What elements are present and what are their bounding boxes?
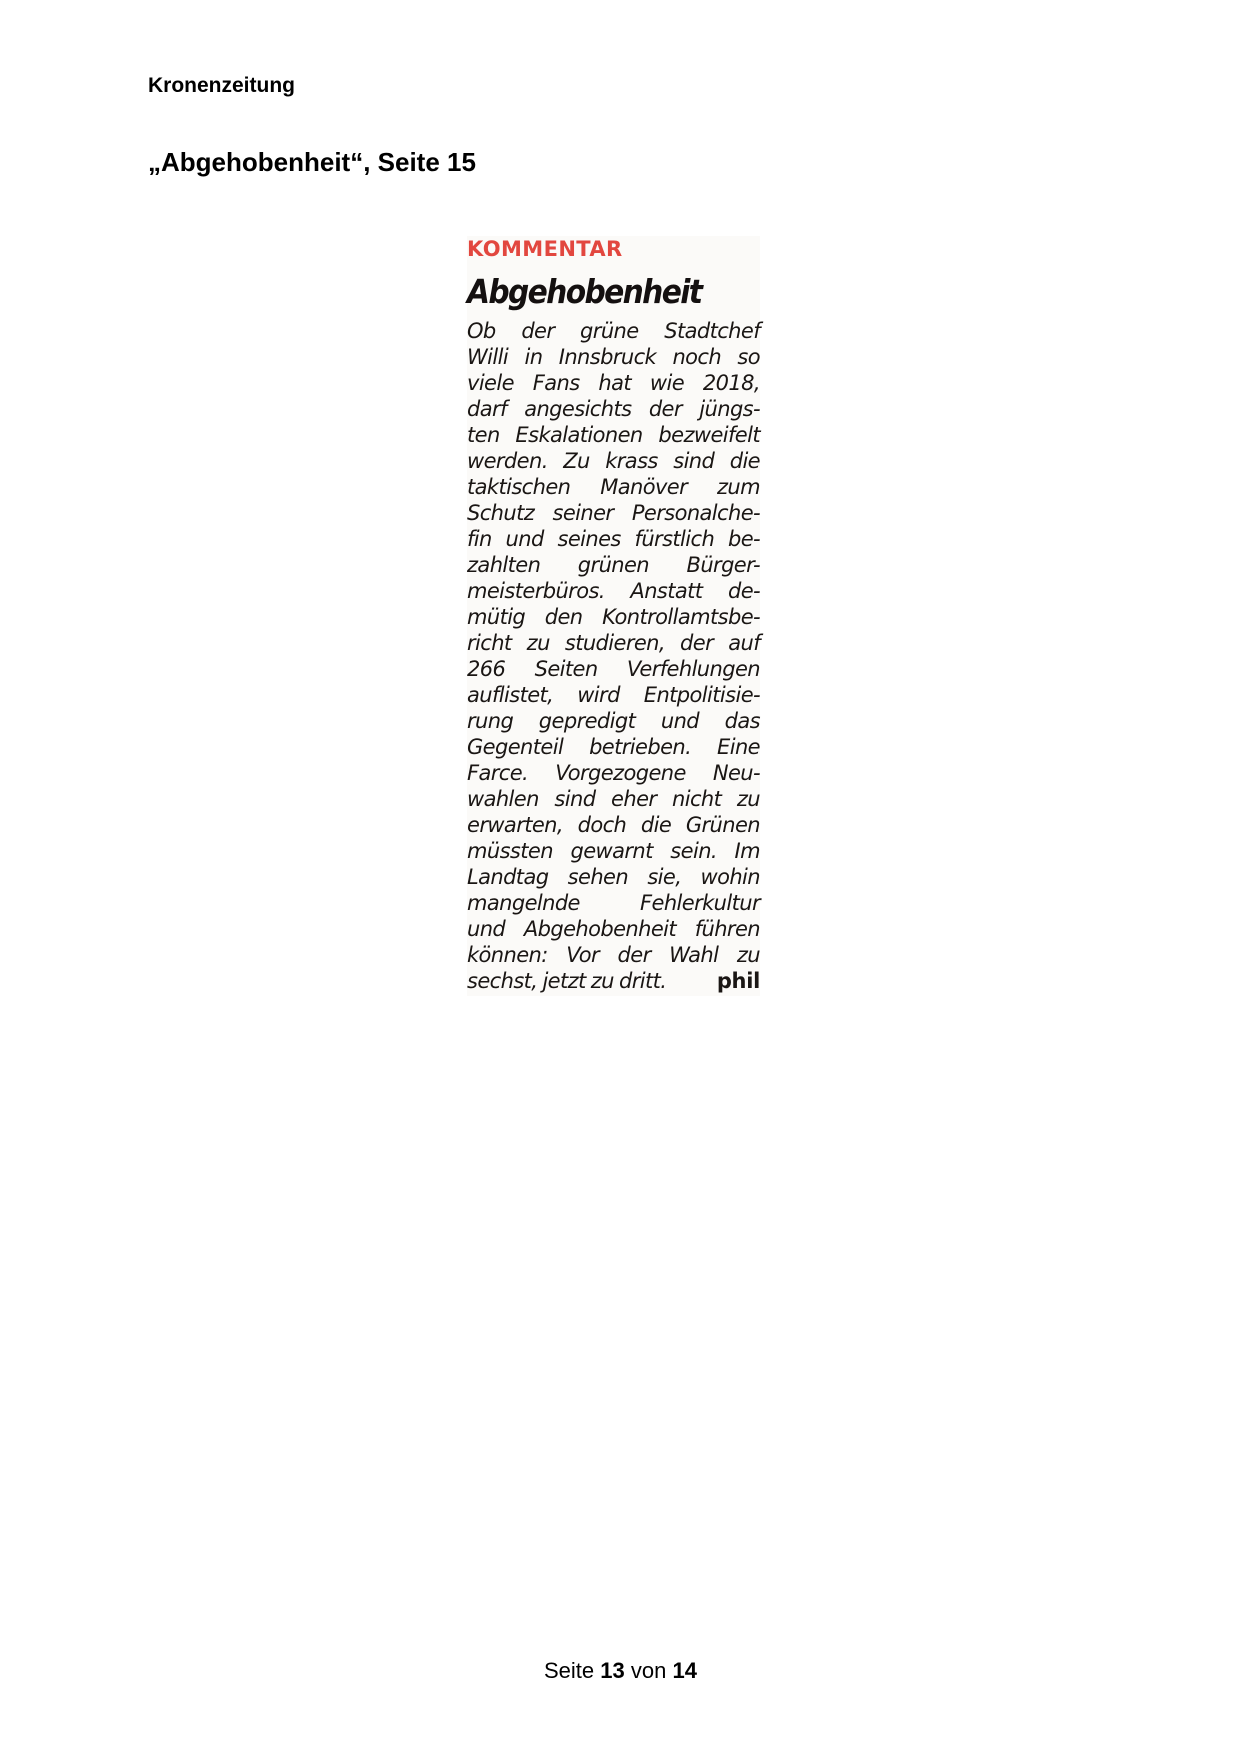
source-name: Kronenzeitung xyxy=(148,74,295,97)
footer-prefix: Seite xyxy=(544,1658,595,1683)
article-line: Farce. Vorgezogene Neu- xyxy=(467,761,760,785)
article-line: mangelnde Fehlerkultur xyxy=(467,891,760,915)
article-line: mütig den Kontrollamtsbe- xyxy=(467,605,760,629)
footer-current-page: 13 xyxy=(600,1658,625,1683)
article-last-line: sechst, jetzt zu dritt. xyxy=(467,969,667,993)
article-line: richt zu studieren, der auf xyxy=(467,631,760,655)
article-line: rung gepredigt und das xyxy=(467,709,760,733)
article-line: zahlten grünen Bürger- xyxy=(467,553,760,577)
article-line: Ob der grüne Stadtchef xyxy=(467,319,760,343)
article-kicker: KOMMENTAR xyxy=(467,237,623,261)
article-headline: Abgehobenheit xyxy=(467,272,702,311)
document-title: „Abgehobenheit“, Seite 15 xyxy=(148,147,476,177)
article-line: wahlen sind eher nicht zu xyxy=(467,787,760,811)
article-line: darf angesichts der jüngs- xyxy=(467,397,760,421)
footer-total-pages: 14 xyxy=(672,1658,697,1683)
article-author: phil xyxy=(716,969,760,993)
article-line: werden. Zu krass sind die xyxy=(467,449,760,473)
article-line: müssten gewarnt sein. Im xyxy=(467,839,760,863)
article-line: viele Fans hat wie 2018, xyxy=(467,371,760,395)
article-last-line-row xyxy=(467,968,760,994)
article-line: Willi in Innsbruck noch so xyxy=(467,345,760,369)
footer-separator: von xyxy=(630,1658,667,1683)
article-line: können: Vor der Wahl zu xyxy=(467,943,760,967)
article-line: auflistet, wird Entpolitisie- xyxy=(467,683,760,707)
article-line: und Abgehobenheit führen xyxy=(467,917,760,941)
article-line: fin und seines fürstlich be- xyxy=(467,527,760,551)
article-line: Landtag sehen sie, wohin xyxy=(467,865,760,889)
article-body xyxy=(467,318,760,994)
article-line: meisterbüros. Anstatt de- xyxy=(467,579,760,603)
article-line: Gegenteil betrieben. Eine xyxy=(467,735,760,759)
article-line: ten Eskalationen bezweifelt xyxy=(467,423,760,447)
article-line: erwarten, doch die Grünen xyxy=(467,813,760,837)
article-line: taktischen Manöver zum xyxy=(467,475,760,499)
page-footer xyxy=(0,1658,1241,1684)
article-line: Schutz seiner Personalche- xyxy=(467,501,760,525)
article-line: 266 Seiten Verfehlungen xyxy=(467,657,760,681)
article-clipping xyxy=(467,236,760,996)
